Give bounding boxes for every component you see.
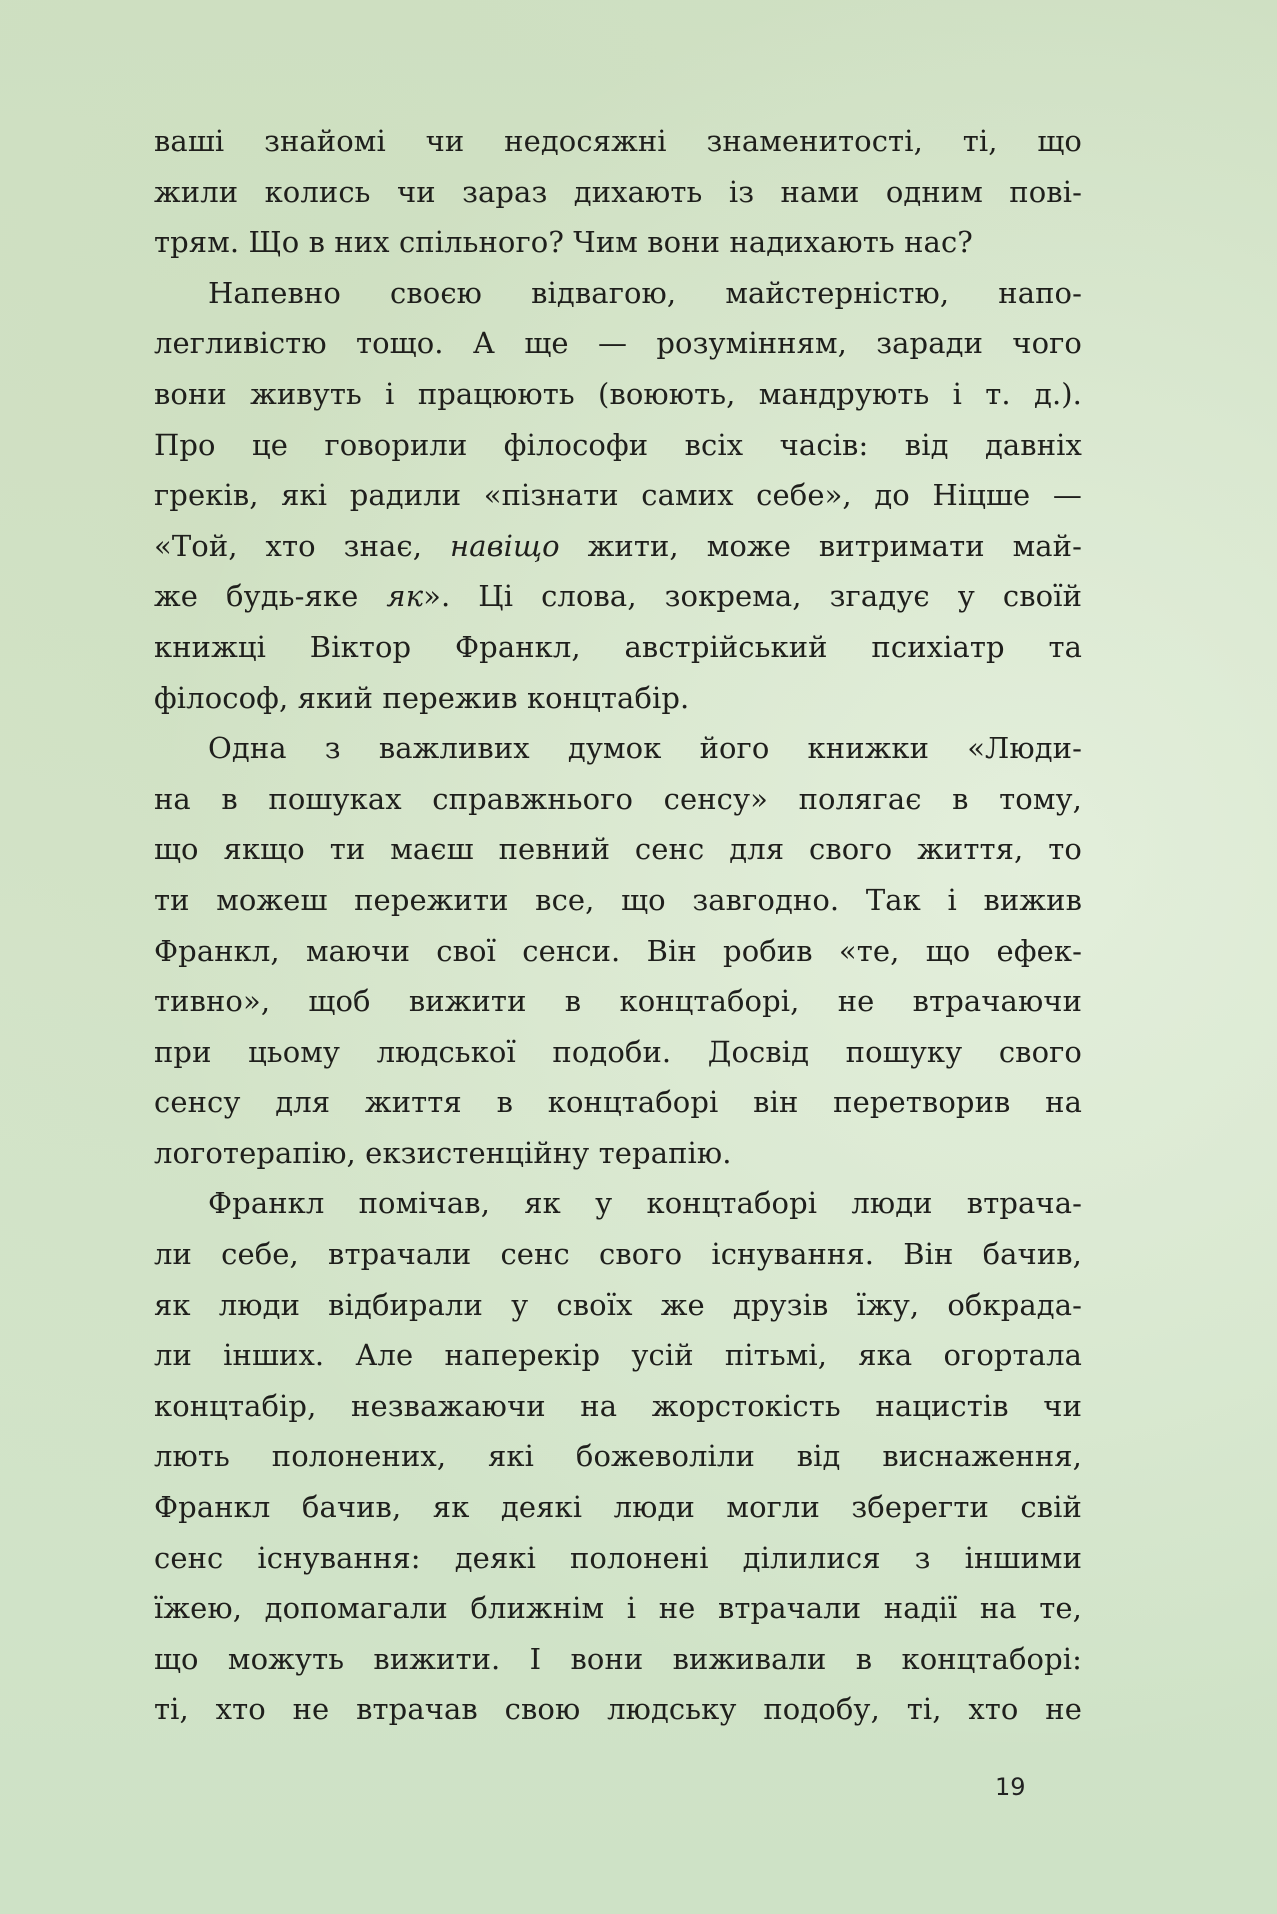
text-line: на в пошуках справжнього сенсу» полягає в тому,	[154, 781, 1082, 816]
text-line: Франкл, маючи свої сенси. Він робив «те, що ефек-	[154, 933, 1082, 968]
text-line	[154, 521, 1082, 572]
text-line: їжею, допомагали ближнім і не втрачали надії на те,	[154, 1591, 1082, 1626]
text-line: легливістю тощо. А ще — розумінням, заради чого	[154, 326, 1082, 361]
text-line: ти можеш пережити все, що завгодно. Так і вижив	[154, 882, 1082, 917]
text-line: лють полонених, які божеволіли від виснаження,	[154, 1439, 1082, 1474]
text-line	[154, 571, 1082, 622]
book-page-body	[154, 116, 1082, 1735]
text-line: тивно», щоб вижити в концтаборі, не втрачаючи	[154, 984, 1082, 1019]
text-line: що якщо ти маєш певний сенс для свого життя, то	[154, 832, 1082, 867]
page-number: 19	[995, 1773, 1026, 1801]
paragraph-4	[154, 1178, 1082, 1735]
text-line: сенсу для життя в концтаборі він перетворив на	[154, 1085, 1082, 1120]
text-line: логотерапію, екзистенційну терапію.	[154, 1135, 732, 1170]
text-line: Франкл помічав, як у концтаборі люди втрача-	[208, 1186, 1082, 1221]
text-line: трям. Що в них спільного? Чим вони надихають нас?	[154, 225, 973, 260]
text-line: ли себе, втрачали сенс свого існування. Він бачив,	[154, 1237, 1082, 1272]
text-line: греків, які радили «пізнати самих себе», до Ніцше —	[154, 478, 1082, 513]
text-segment: «Той, хто знає,	[154, 528, 451, 563]
text-line: ваші знайомі чи недосяжні знаменитості, ті, що	[154, 124, 1082, 158]
text-line: вони живуть і працюють (воюють, мандрують і т. д.).	[154, 376, 1082, 411]
text-segment: же будь-яке	[154, 579, 387, 614]
text-line: ті, хто не втрачав свою людську подобу, ті, хто не	[154, 1692, 1082, 1727]
paragraph-1	[154, 116, 1082, 268]
text-segment: ». Ці слова, зокрема, згадує у своїй	[423, 579, 1082, 614]
text-line: Про це говорили філософи всіх часів: від давніх	[154, 427, 1082, 462]
text-line: ли інших. Але наперекір усій пітьмі, яка огортала	[154, 1338, 1082, 1373]
text-line: що можуть вижити. І вони виживали в концтаборі:	[154, 1641, 1082, 1676]
paragraph-3	[154, 723, 1082, 1178]
text-line: філософ, який пережив концтабір.	[154, 680, 690, 715]
text-line: Франкл бачив, як деякі люди могли зберегти свій	[154, 1490, 1082, 1525]
italic-emphasis: навіщо	[450, 528, 560, 563]
text-line: як люди відбирали у своїх же друзів їжу, обкрада-	[154, 1287, 1082, 1322]
italic-emphasis: як	[386, 579, 424, 614]
text-line: книжці Віктор Франкл, австрійський психіатр та	[154, 629, 1082, 664]
paragraph-2	[154, 268, 1082, 723]
text-line: жили колись чи зараз дихають із нами одним пові-	[154, 174, 1082, 209]
text-line: сенс існування: деякі полонені ділилися з іншими	[154, 1540, 1082, 1575]
text-line: Одна з важливих думок його книжки «Люди-	[208, 731, 1082, 766]
text-line: Напевно своєю відвагою, майстерністю, напо-	[208, 275, 1082, 310]
text-line: при цьому людської подоби. Досвід пошуку свого	[154, 1034, 1082, 1069]
text-segment: жити, може витримати май-	[559, 528, 1082, 563]
text-line: концтабір, незважаючи на жорстокість нацистів чи	[154, 1388, 1082, 1423]
